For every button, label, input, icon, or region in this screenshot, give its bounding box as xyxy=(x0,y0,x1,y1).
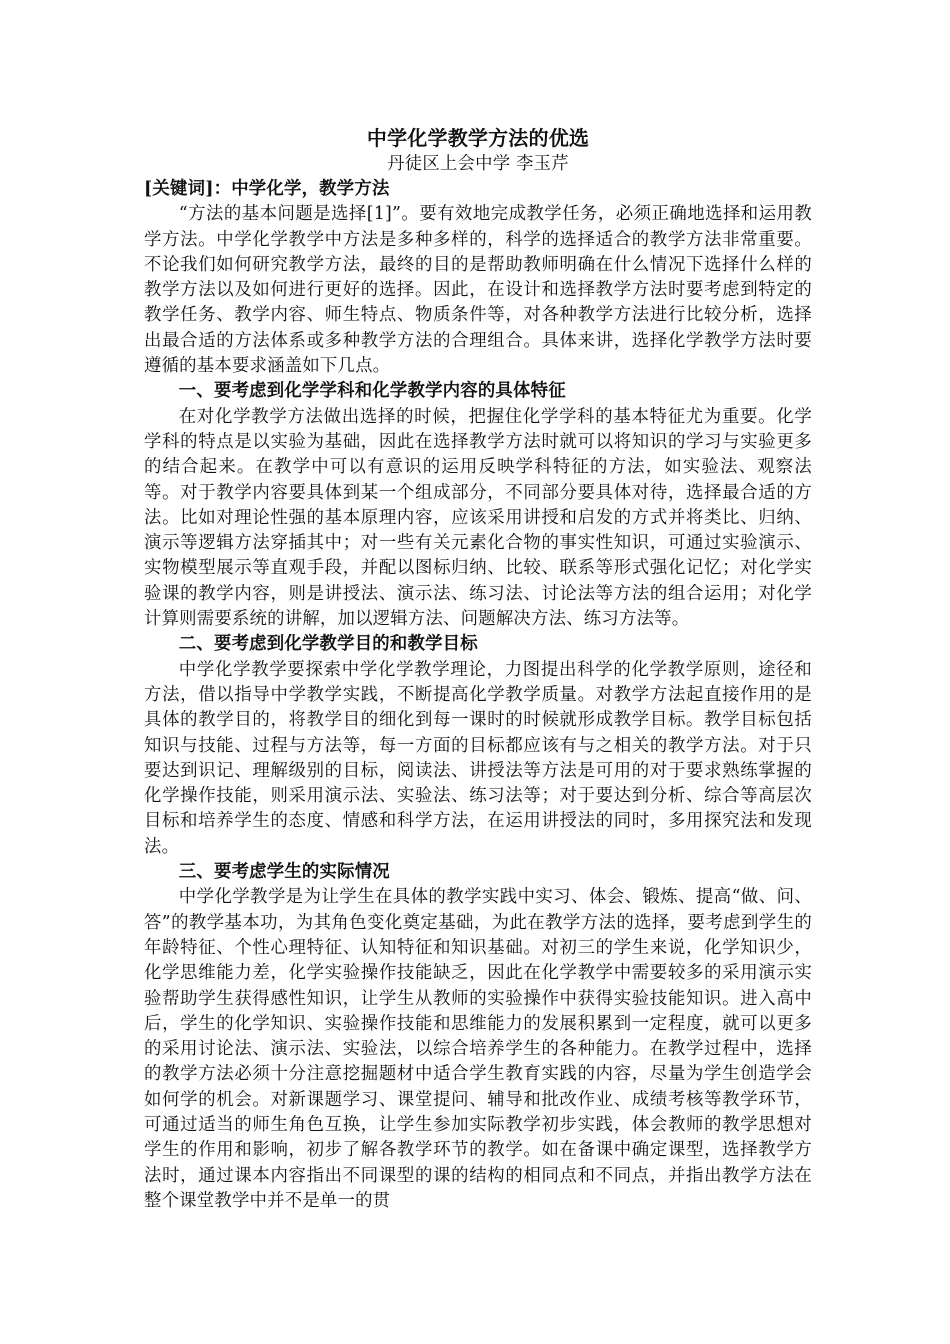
section-heading-2: 二、要考虑到化学教学目的和教学目标 xyxy=(178,634,478,655)
section-body-1: 在对化学教学方法做出选择的时候，把握住化学学科的基本特征尤为重要。化学学科的特点是以实验为基础，因此在选择教学方法时就可以将知识的学习与实验更多的结合起来。在教学中可以有意识的运用反映学科特征的方法，如实验法、观察法等。对于教学内容要具体到某一个组成部分，不同部分要具体对待，选择最合适的方法。比如对理论性强的基本原理内容，应该采用讲授和启发的方式并将类比、归纳、演示等逻辑方法穿插其中；对一些有关元素化合物的事实性知识，可通过实验演示、实物模型展示等直观手段，并配以图标归纳、比较、联系等形式强化记忆；对化学实验课的教学内容，则是讲授法、演示法、练习法、讨论法等方法的组合运用；对化学计算则需要系统的讲解，加以逻辑方法、问题解决方法、练习方法等。 xyxy=(144,406,812,630)
document-title: 中学化学教学方法的优选 xyxy=(366,126,590,150)
keywords-line: [关键词]：中学化学，教学方法 xyxy=(144,179,390,199)
section-heading-3: 三、要考虑学生的实际情况 xyxy=(178,862,390,883)
document-author: 丹徒区上会中学 李玉芹 xyxy=(387,154,569,174)
section-body-2: 中学化学教学要探索中学化学教学理论，力图提出科学的化学教学原则，途径和方法，借以指导中学教学实践，不断提高化学教学质量。对教学方法起直接作用的是具体的教学目的，将教学目的细化到每一课时的时候就形成教学目标。教学目标包括知识与技能、过程与方法等，每一方面的目标都应该有与之相关的教学方法。对于只要达到识记、理解级别的目标，阅读法、讲授法等方法是可用的对于要求熟练掌握的化学操作技能，则采用演示法、实验法、练习法等；对于要达到分析、综合等高层次目标和培养学生的态度、情感和科学方法，在运用讲授法的同时，多用探究法和发现法。 xyxy=(144,659,812,857)
document-page xyxy=(144,124,812,1214)
section-heading-1: 一、要考虑到化学学科和化学教学内容的具体特征 xyxy=(178,381,566,402)
intro-paragraph: “方法的基本问题是选择[1]”。要有效地完成教学任务，必须正确地选择和运用教学方法。中学化学教学中方法是多种多样的，科学的选择适合的教学方法非常重要。不论我们如何研究教学方法，最终的目的是帮助教师明确在什么情况下选择什么样的教学方法以及如何进行更好的选择。因此，在设计和选择教学方法时要考虑到特定的教学任务、教学内容、师生特点、物质条件等，对各种教学方法进行比较分析，选择出最合适的方法体系或多种教学方法的合理组合。具体来讲，选择化学教学方法时要遵循的基本要求涵盖如下几点。 xyxy=(144,204,812,377)
section-body-3: 中学化学教学是为让学生在具体的教学实践中实习、体会、锻炼、提高“做、问、答”的教学基本功，为其角色变化奠定基础，为此在教学方法的选择，要考虑到学生的年龄特征、个性心理特征、认知特征和知识基础。对初三的学生来说，化学知识少，化学思维能力差，化学实验操作技能缺乏，因此在化学教学中需要较多的采用演示实验帮助学生获得感性知识，让学生从教师的实验操作中获得实验技能知识。进入高中后，学生的化学知识、实验操作技能和思维能力的发展积累到一定程度，就可以更多的采用讨论法、演示法、实验法，以综合培养学生的各种能力。在教学过程中，选择的教学方法必须十分注意挖掘题材中适合学生教育实践的内容，尽量为学生创造学会如何学的机会。对新课题学习、课堂提问、辅导和批改作业、成绩考核等教学环节，可通过适当的师生角色互换，让学生参加实际教学初步实践，体会教师的教学思想对学生的作用和影响，初步了解各教学环节的教学。如在备课中确定课型，选择教学方法时，通过课本内容指出不同课型的课的结构的相同点和不同点，并指出教学方法在整个课堂教学中并不是单一的贯 xyxy=(144,887,812,1211)
